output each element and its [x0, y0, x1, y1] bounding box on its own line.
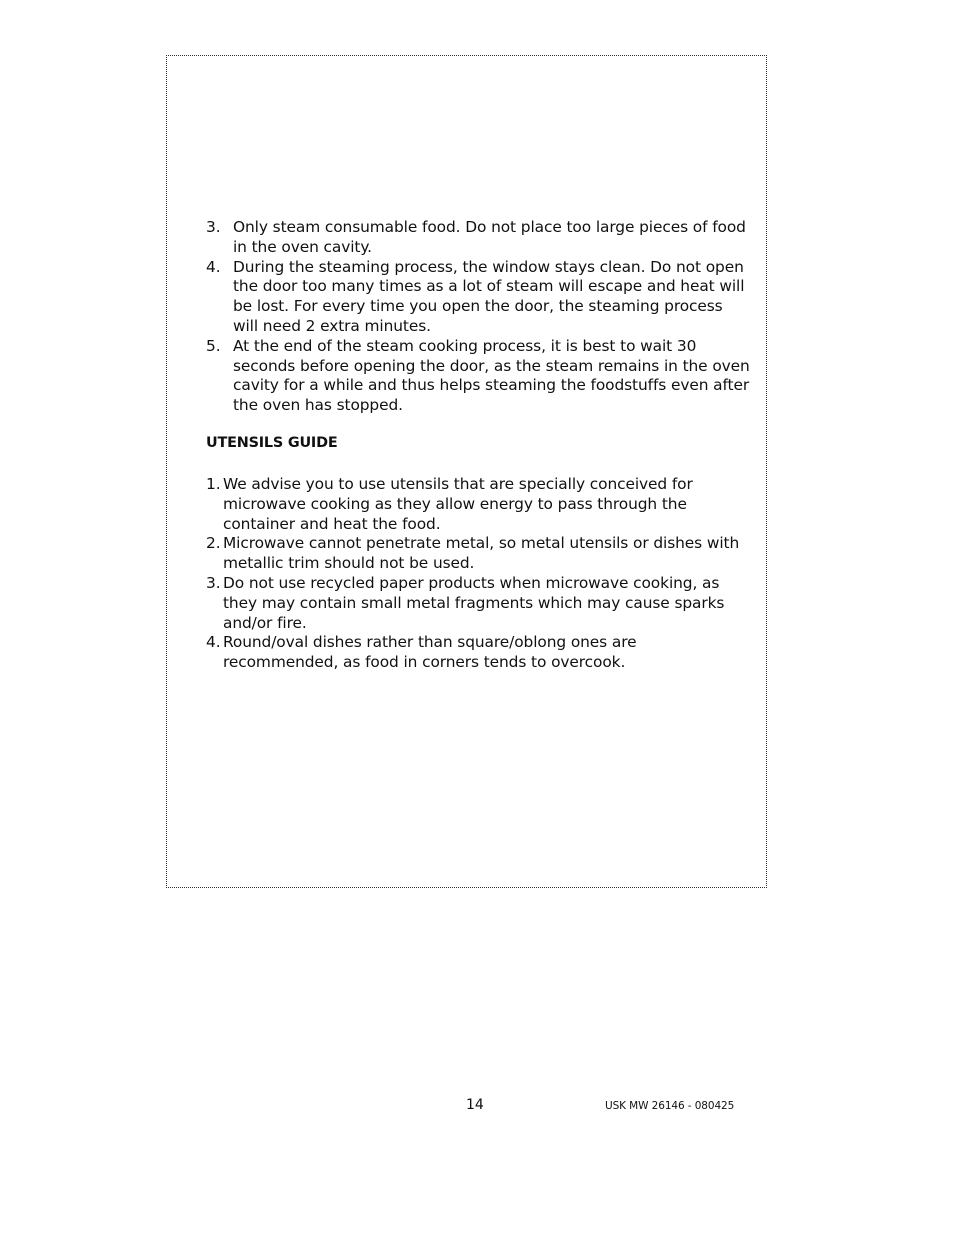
item-text: We advise you to use utensils that are specially conceived for microwave cooking as they allow energy to pass through the container and heat the food.	[223, 475, 693, 533]
item-text: During the steaming process, the window stays clean. Do not open the door too many times as a lot of steam will escape and heat will be lost. For every time you open the door, the steaming process will need 2 extra minutes.	[233, 257, 745, 335]
list-item	[206, 218, 751, 258]
item-text: Microwave cannot penetrate metal, so metal utensils or dishes with metallic trim should not be used.	[223, 534, 740, 573]
item-number: 3.	[206, 573, 221, 592]
list-item	[206, 633, 751, 673]
list-item	[206, 337, 751, 416]
list-item	[206, 574, 751, 633]
utensils-guide-list	[206, 475, 751, 673]
page-number: 14	[466, 1097, 484, 1113]
item-number: 5.	[206, 336, 221, 355]
steam-instructions-list	[206, 218, 751, 416]
list-item	[206, 258, 751, 337]
section-heading: UTENSILS GUIDE	[206, 435, 338, 451]
item-text: Only steam consumable food. Do not place too large pieces of food in the oven cavity.	[233, 218, 746, 256]
item-text: At the end of the steam cooking process, it is best to wait 30 seconds before opening the door, as the steam remains in the oven cavity for a while and thus helps steaming the foodstuffs even after the oven has stopped.	[233, 336, 750, 415]
item-text: Do not use recycled paper products when microwave cooking, as they may contain small metal fragments which may cause sparks and/or fire.	[223, 573, 725, 632]
item-number: 2.	[206, 534, 221, 553]
item-number: 4.	[206, 633, 221, 652]
page-frame	[166, 55, 767, 888]
document-code: USK MW 26146 - 080425	[605, 1100, 735, 1112]
item-number: 4.	[206, 257, 221, 276]
list-item	[206, 475, 751, 534]
list-item	[206, 534, 751, 574]
item-number: 1.	[206, 475, 221, 493]
item-number: 3.	[206, 218, 221, 236]
item-text: Round/oval dishes rather than square/oblong ones are recommended, as food in corners tends to overcook.	[223, 633, 637, 672]
